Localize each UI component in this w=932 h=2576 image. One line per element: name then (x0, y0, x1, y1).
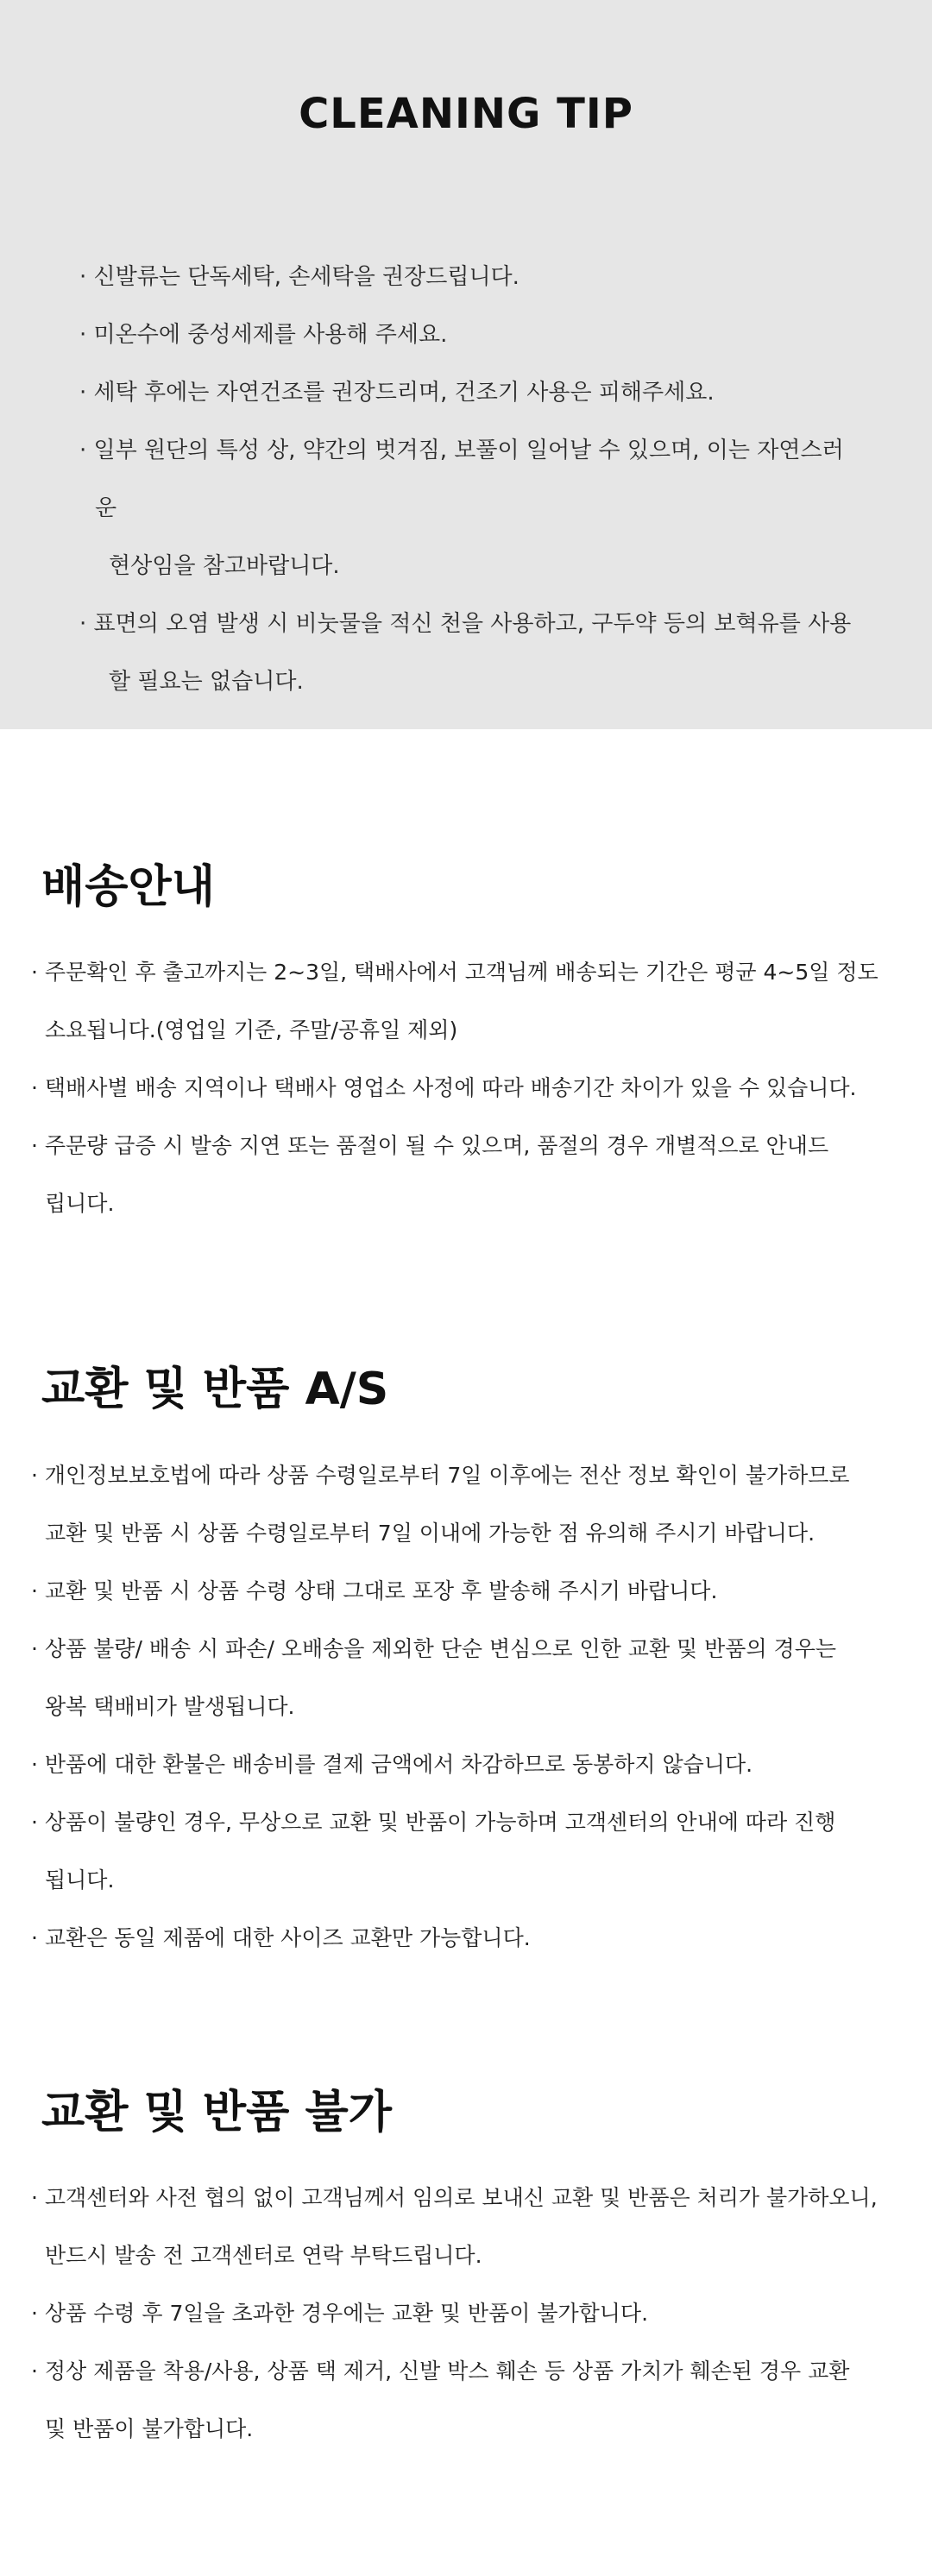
list-item-text: · 상품 수령 후 7일을 초과한 경우에는 교환 및 반품이 불가합니다. (31, 2301, 649, 2326)
list-item-text: · 상품 불량/ 배송 시 파손/ 오배송을 제외한 단순 변심으로 인한 교환 및 반품의 경우는 (31, 1636, 837, 1661)
list-item (31, 2284, 903, 2342)
cleaning-tip-title: CLEANING TIP (299, 90, 633, 138)
shipping-list (31, 943, 903, 1232)
list-item (31, 1793, 903, 1909)
list-item-text: · 세탁 후에는 자연건조를 권장드리며, 건조기 사용은 피해주세요. (79, 380, 715, 406)
list-item (31, 2342, 903, 2458)
list-item-text: · 표면의 오염 발생 시 비눗물을 적신 천을 사용하고, 구두약 등의 보혁유를 사용 (79, 611, 852, 637)
list-item (31, 1735, 903, 1793)
list-item-continuation: 교환 및 반품 시 상품 수령일로부터 7일 이내에 가능한 점 유의해 주시기 바랍니다. (45, 1521, 816, 1546)
list-item-text: · 주문량 급증 시 발송 지연 또는 품절이 될 수 있으며, 품절의 경우 개별적으로 안내드 (31, 1133, 829, 1158)
list-item-continuation: 및 반품이 불가합니다. (45, 2416, 254, 2441)
list-item (31, 943, 903, 1059)
list-item-continuation: 소요됩니다.(영업일 기준, 주말/공휴일 제외) (45, 1017, 458, 1042)
list-item-text: · 반품에 대한 환불은 배송비를 결제 금액에서 차감하므로 동봉하지 않습니다. (31, 1752, 753, 1777)
list-item (31, 1059, 903, 1117)
list-item (79, 249, 856, 306)
list-item (79, 422, 856, 595)
list-item (79, 306, 856, 364)
list-item-text: · 미온수에 중성세제를 사용해 주세요. (79, 322, 448, 348)
exchange-title: 교환 및 반품 A/S (41, 1364, 389, 1415)
list-item-text: · 택배사별 배송 지역이나 택배사 영업소 사정에 따라 배송기간 차이가 있을 수 있습니다. (31, 1075, 857, 1100)
list-item-text: · 신발류는 단독세탁, 손세탁을 권장드립니다. (79, 264, 520, 290)
exchange-list (31, 1446, 903, 1967)
list-item (31, 1620, 903, 1735)
list-item-text: · 개인정보보호법에 따라 상품 수령일로부터 7일 이후에는 전산 정보 확인이 불가하므로 (31, 1463, 850, 1488)
list-item-text: · 주문확인 후 출고까지는 2~3일, 택배사에서 고객님께 배송되는 기간은 평균 4~5일 정도 (31, 960, 878, 985)
list-item-text: · 고객센터와 사전 협의 없이 고객님께서 임의로 보내신 교환 및 반품은 처리가 불가하오니, (31, 2185, 878, 2210)
list-item-continuation: 왕복 택배비가 발생됩니다. (45, 1694, 295, 1719)
list-item (31, 1117, 903, 1232)
cleaning-tip-list (79, 249, 856, 711)
list-item-text: · 교환은 동일 제품에 대한 사이즈 교환만 가능합니다. (31, 1925, 531, 1950)
list-item-continuation: 현상임을 참고바랍니다. (109, 553, 340, 579)
no-exchange-title: 교환 및 반품 불가 (41, 2087, 392, 2138)
list-item (31, 1446, 903, 1562)
shipping-title: 배송안내 (41, 861, 215, 913)
no-exchange-list (31, 2169, 903, 2458)
list-item-continuation: 할 필요는 없습니다. (109, 669, 304, 695)
list-item (79, 364, 856, 422)
list-item-continuation: 됩니다. (45, 1867, 115, 1893)
list-item-continuation: 반드시 발송 전 고객센터로 연락 부탁드립니다. (45, 2243, 482, 2268)
list-item (31, 1909, 903, 1967)
list-item (31, 1562, 903, 1620)
list-item (31, 2169, 903, 2284)
cleaning-tip-section (0, 0, 932, 729)
list-item-text: · 상품이 불량인 경우, 무상으로 교환 및 반품이 가능하며 고객센터의 안내에 따라 진행 (31, 1810, 836, 1835)
list-item-text: · 일부 원단의 특성 상, 약간의 벗겨짐, 보풀이 일어날 수 있으며, 이는 자연스러운 (79, 438, 844, 521)
list-item-continuation: 립니다. (45, 1191, 115, 1216)
list-item (79, 595, 856, 711)
list-item-text: · 정상 제품을 착용/사용, 상품 택 제거, 신발 박스 훼손 등 상품 가치가 훼손된 경우 교환 (31, 2359, 850, 2384)
list-item-text: · 교환 및 반품 시 상품 수령 상태 그대로 포장 후 발송해 주시기 바랍니다. (31, 1578, 718, 1603)
